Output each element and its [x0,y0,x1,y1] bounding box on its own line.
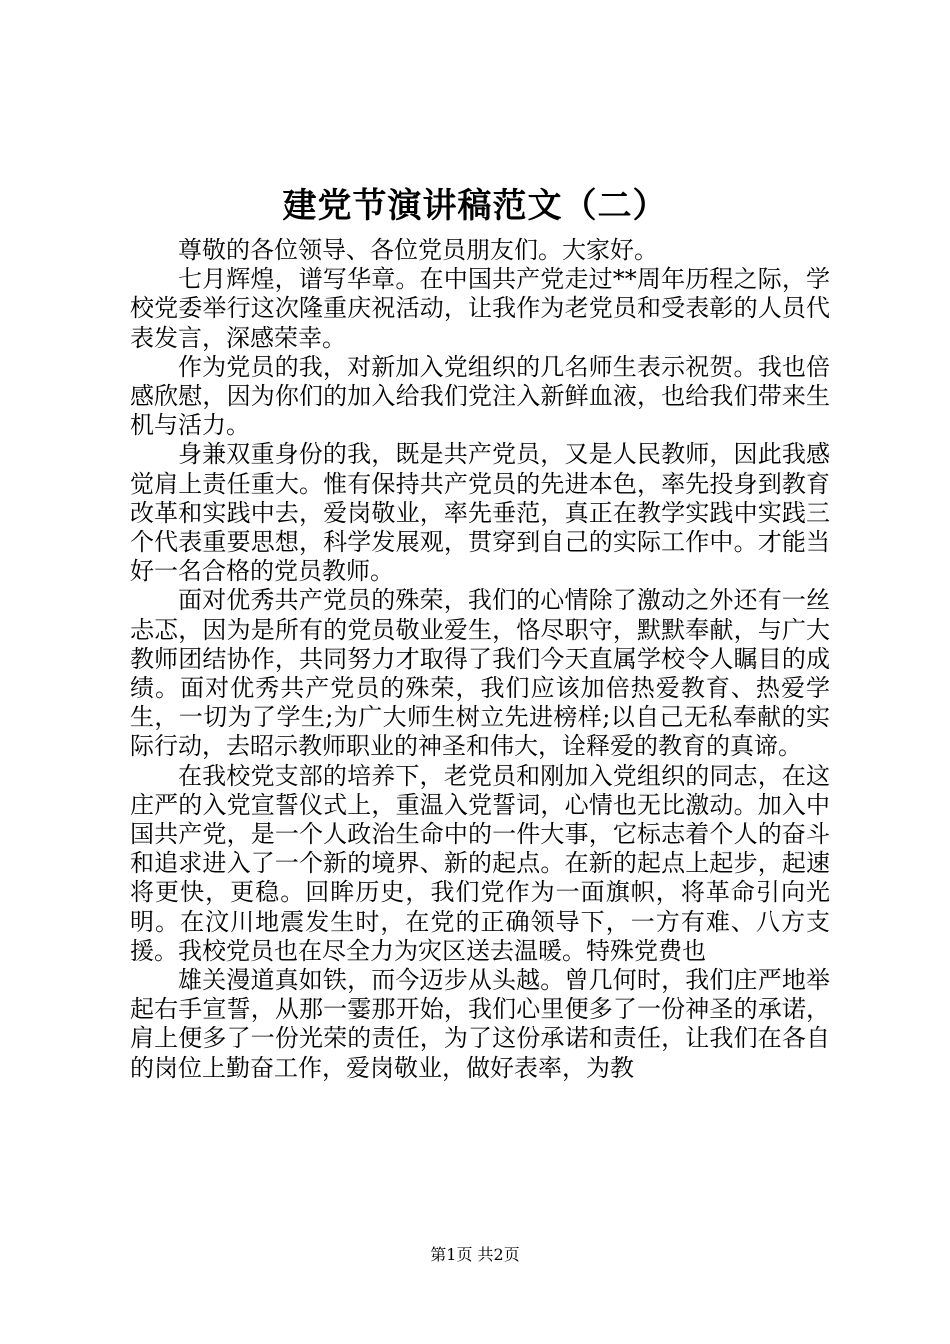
document-title: 建党节演讲稿范文（二） [282,186,668,226]
document-body [130,236,830,1083]
paragraph-opening: 七月辉煌，谱写华章。在中国共产党走过**周年历程之际，学校党委举行这次隆重庆祝活动，让我作为老党员和受表彰的人员代表发言，深感荣幸。 [130,265,830,352]
paragraph-closing: 雄关漫道真如铁，而今迈步从头越。曾几何时，我们庄严地举起右手宣誓，从那一霎那开始，我们心里便多了一份神圣的承诺，肩上便多了一份光荣的责任，为了这份承诺和责任，让我们在各自的岗位上勤奋工作，爱岗敬业，做好表率，为教 [130,966,830,1082]
paragraph-oath: 在我校党支部的培养下，老党员和刚加入党组织的同志，在这庄严的入党宣誓仪式上，重温入党誓词，心情也无比激动。加入中国共产党，是一个人政治生命中的一件大事，它标志着个人的奋斗和追求进入了一个新的境界、新的起点。在新的起点上起步，起速将更快，更稳。回眸历史，我们党作为一面旗帜，将革命引向光明。在汶川地震发生时，在党的正确领导下，一方有难、八方支援。我校党员也在尽全力为灾区送去温暖。特殊党费也 [130,761,830,965]
page-number-footer: 第1页 共2页 [430,1245,520,1264]
paragraph-greeting: 尊敬的各位领导、各位党员朋友们。大家好。 [178,236,658,264]
paragraph-responsibility: 身兼双重身份的我，既是共产党员，又是人民教师，因此我感觉肩上责任重大。惟有保持共产党员的先进本色，率先投身到教育改革和实践中去，爱岗敬业，率先垂范，真正在教学实践中实践三个代表重要思想，科学发展观，贯穿到自己的实际工作中。才能当好一名合格的党员教师。 [130,440,830,586]
paragraph-honor: 面对优秀共产党员的殊荣，我们的心情除了激动之外还有一丝忐忑，因为是所有的党员敬业爱生，恪尽职守，默默奉献，与广大教师团结协作，共同努力才取得了我们今天直属学校令人瞩目的成绩。面对优秀共产党员的殊荣，我们应该加倍热爱教育、热爱学生，一切为了学生;为广大师生树立先进榜样;以自己无私奉献的实际行动，去昭示教师职业的神圣和伟大，诠释爱的教育的真谛。 [130,586,830,761]
paragraph-congratulations: 作为党员的我，对新加入党组织的几名师生表示祝贺。我也倍感欣慰，因为你们的加入给我们党注入新鲜血液，也给我们带来生机与活力。 [130,352,830,440]
